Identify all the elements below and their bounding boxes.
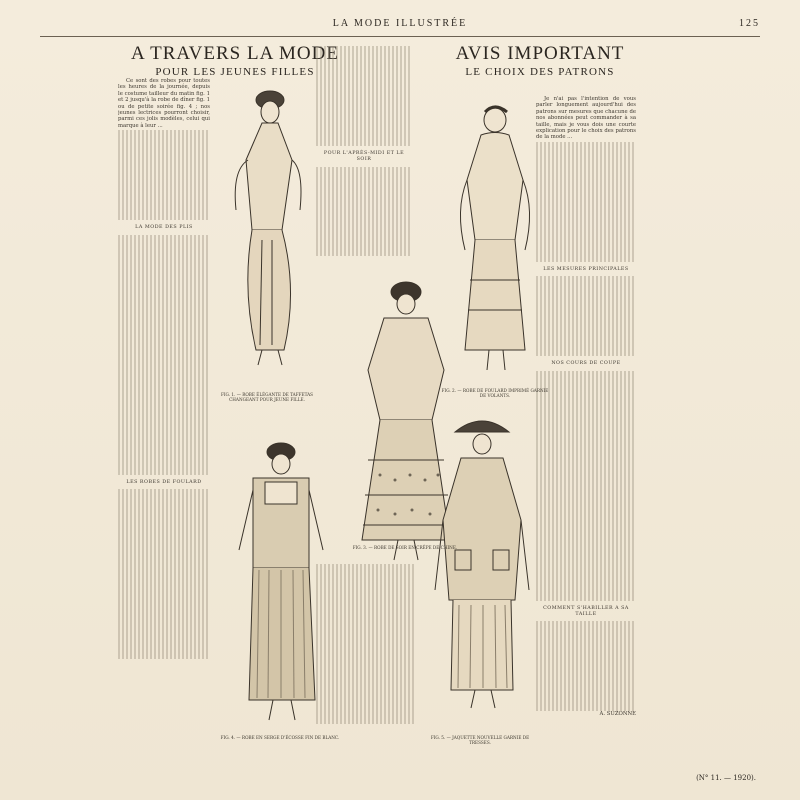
middle-text-column [316,46,412,256]
issue-folio: (N° 11. — 1920). [696,774,756,782]
article-signature: A. SUZONNE [599,711,636,718]
text-block [536,371,636,601]
caption-fig5: FIG. 5. — JAQUETTE NOUVELLE GARNIE DE TRESSES. [430,735,530,745]
text-block [118,235,210,475]
text-block [536,621,636,711]
fashion-illustration-fig4 [225,430,335,740]
right-article-subtitle: LE CHOIX DES PATRONS [465,66,615,78]
section-heading-how: COMMENT S'HABILLER A SA TAILLE [543,605,629,618]
right-article-intro: Je n'ai pas l'intention de vous parler longuement aujourd'hui des patrons sur mesures que chacune de nos abonnées peut commander à sa taille, mais je vous dois une courte explication pour le choix des patrons de la mode ... [536,96,636,141]
text-block [316,167,412,256]
right-text-column [536,96,636,732]
fashion-illustration-fig5 [425,400,540,730]
right-article-title: AVIS IMPORTANT [455,43,625,64]
caption-fig4: FIG. 4. — ROBE EN SERGE D'ÉCOSSE FIN DE BLANC. [220,735,340,740]
page-number: 125 [739,18,760,29]
running-head [40,18,760,36]
text-block [118,489,210,659]
section-heading-pleats: LA MODE DES PLIS [135,225,193,231]
caption-fig1: FIG. 1. — ROBE ÉLÉGANTE DE TAFFETAS CHANGEANT POUR JEUNE FILLE. [220,392,314,402]
text-block [536,142,636,262]
header-rule [40,36,760,37]
section-heading-measures: LES MESURES PRINCIPALES [543,266,629,272]
text-block [316,46,412,146]
left-article-intro: Ce sont des robes pour toutes les heures de la journée, depuis le costume tailleur du matin fig. 1 et 2 jusqu'à la robe de dîner fig. 1 ou de petite soirée fig. 4 ; nos jeunes lectrices pourront choisir, parmi ces jolis modèles, celui qui marque à leur ... [118,78,210,129]
section-heading-foulard: LES ROBES DE FOULARD [126,479,202,485]
magazine-title: LA MODE ILLUSTRÉE [332,18,468,29]
text-block [118,130,210,220]
left-text-column [118,78,210,718]
left-article-subtitle: POUR LES JEUNES FILLES [155,66,315,78]
caption-fig2: FIG. 2. — ROBE DE FOULARD IMPRIMÉ GARNIE DE VOLANTS. [441,388,549,398]
right-article-heading [450,44,630,78]
section-heading-evening: POUR L'APRÈS-MIDI ET LE SOIR [323,151,405,163]
caption-fig3: FIG. 3. — ROBE DE SOIR EN CRÊPE DE CHINE. [352,545,458,550]
section-heading-course: NOS COURS DE COUPE [551,361,621,367]
text-block [536,276,636,356]
left-article-title: A TRAVERS LA MODE [131,43,339,64]
fashion-illustration-fig1 [212,60,322,390]
